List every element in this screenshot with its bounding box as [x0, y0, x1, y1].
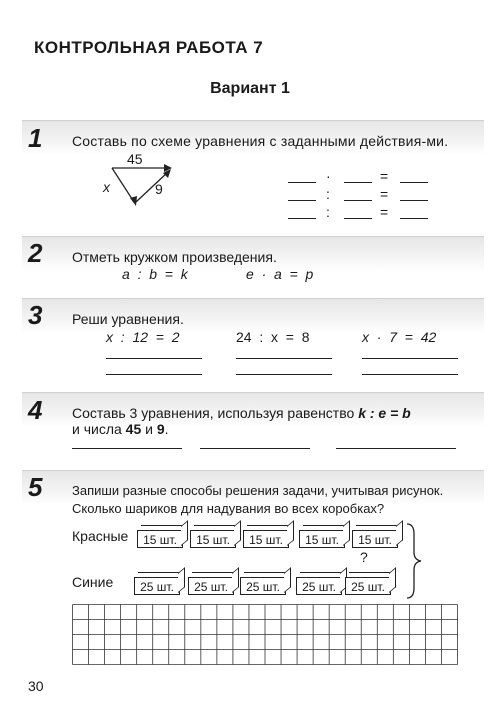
equation: x · 7 = 42	[362, 329, 437, 345]
task-4-num-a: 45	[125, 421, 142, 437]
blue-box: 25 шт.	[188, 577, 234, 595]
red-box: 15 шт.	[352, 530, 398, 548]
blank-line[interactable]	[400, 218, 428, 219]
blank-line[interactable]	[344, 218, 372, 219]
red-box: 15 шт.	[190, 530, 236, 548]
answer-line[interactable]	[362, 374, 458, 375]
equals-sign: =	[380, 168, 389, 184]
task-1-number: 1	[28, 123, 43, 153]
blue-box: 25 шт.	[345, 577, 391, 595]
answer-line[interactable]	[236, 374, 332, 375]
blank-line[interactable]	[400, 182, 428, 183]
task-4-number: 4	[28, 395, 43, 425]
op-sign: ·	[326, 168, 331, 184]
diagram-right-arrow	[136, 172, 168, 202]
answer-line[interactable]	[106, 358, 202, 359]
blue-label: Синие	[72, 574, 114, 590]
answer-line[interactable]	[362, 358, 458, 359]
equation: 24 : x = 8	[236, 329, 310, 345]
blue-box: 25 шт.	[240, 577, 286, 595]
task-3-text: Реши уравнения.	[72, 311, 184, 327]
op-sign: :	[326, 186, 330, 202]
answer-line[interactable]	[106, 374, 202, 375]
task-5-text-1: Запиши разные способы решения задачи, учитывая рисунок.	[72, 483, 444, 498]
task-2-text: Отметь кружком произведения.	[72, 249, 277, 265]
red-label: Красные	[72, 528, 129, 544]
equation: x : 12 = 2	[106, 329, 180, 345]
blank-line[interactable]	[344, 200, 372, 201]
curly-brace-icon	[404, 522, 424, 600]
answer-line[interactable]	[236, 358, 332, 359]
task-3-number: 3	[28, 300, 43, 330]
blank-line[interactable]	[344, 182, 372, 183]
diagram-label-top: 45	[127, 151, 143, 167]
expression[interactable]: a : b = k	[122, 266, 188, 282]
page-title: КОНТРОЛЬНАЯ РАБОТА 7	[34, 38, 264, 57]
task-4-end: .	[164, 421, 169, 437]
op-sign: :	[326, 204, 330, 220]
blank-line[interactable]	[400, 200, 428, 201]
blank-line[interactable]	[288, 218, 316, 219]
answer-line[interactable]	[200, 448, 310, 449]
task-4-and: и	[141, 421, 157, 437]
task-1-text: Составь по схеме уравнения с заданными действия-ми.	[72, 133, 449, 149]
answer-line[interactable]	[336, 448, 456, 449]
task-4-text: Составь 3 уравнения, используя равенство	[72, 405, 359, 421]
red-box: 15 шт.	[137, 530, 183, 548]
task-4-num-b: 9	[156, 421, 165, 437]
task-5-text-2: Сколько шариков для надувания во всех коробках?	[72, 501, 385, 516]
answer-line[interactable]	[72, 448, 182, 449]
page-number: 30	[28, 678, 44, 694]
task-4-equality: k : e = b	[358, 405, 411, 421]
task-5-number: 5	[28, 472, 43, 502]
blue-box: 25 шт.	[296, 577, 342, 595]
blank-line[interactable]	[288, 182, 316, 183]
variant-heading: Вариант 1	[210, 80, 290, 97]
diagram-left-arrow	[112, 168, 134, 202]
task-2-number: 2	[28, 238, 43, 268]
answer-grid[interactable]	[72, 604, 458, 666]
expression[interactable]: e · a = p	[246, 266, 314, 282]
blue-box: 25 шт.	[134, 577, 180, 595]
equals-sign: =	[380, 186, 389, 202]
question-mark: ?	[360, 549, 368, 565]
blank-line[interactable]	[288, 200, 316, 201]
diagram-label-left: x	[103, 179, 110, 195]
task-4-text-mid: и числа	[72, 421, 126, 437]
diagram-label-right: 9	[155, 181, 163, 197]
red-box: 15 шт.	[243, 530, 289, 548]
equals-sign: =	[380, 204, 389, 220]
task-4-line2	[72, 420, 169, 438]
red-box: 15 шт.	[299, 530, 345, 548]
